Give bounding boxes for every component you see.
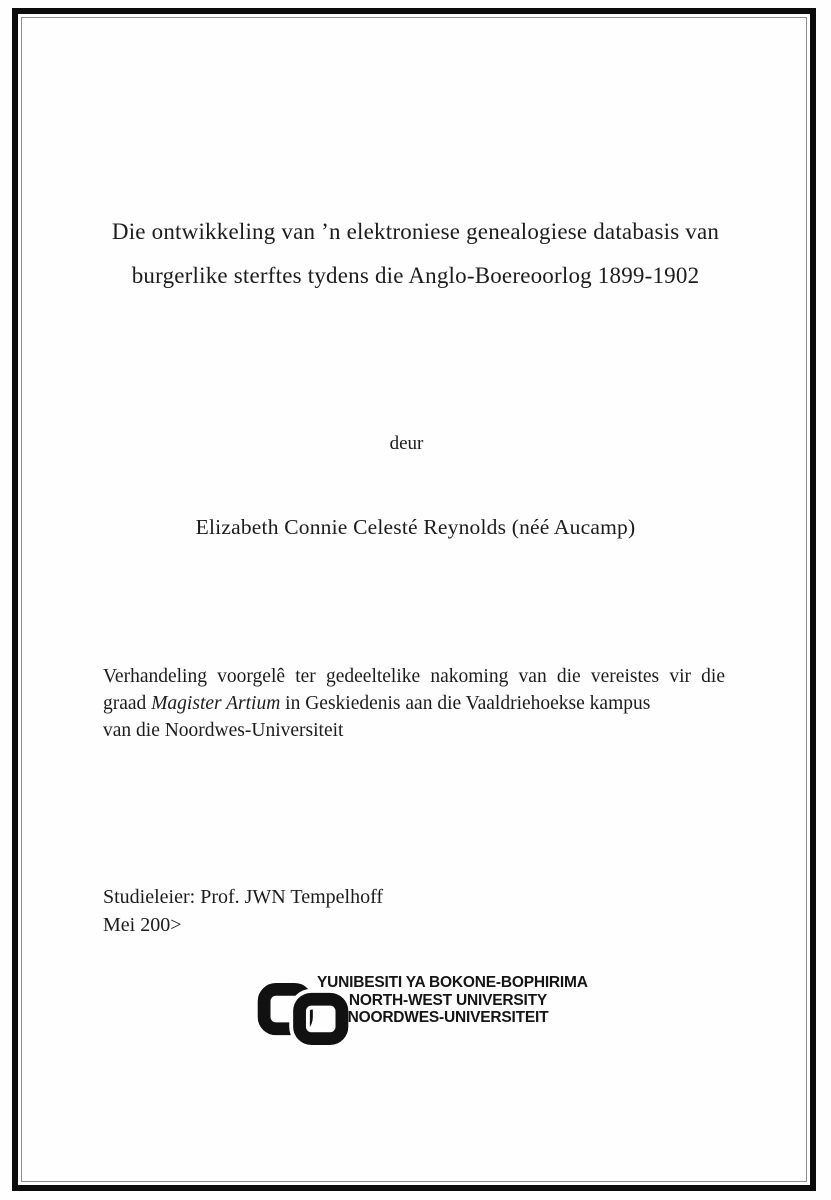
university-logo-text [317,974,588,1027]
degree-statement [103,663,725,744]
degree-statement-line-2-suffix: in Geskiedenis aan die Vaaldriehoekse kampus [280,693,651,714]
degree-statement-line-1: Verhandeling voorgelê ter gedeeltelike nakoming van die vereistes vir die [103,666,725,687]
degree-statement-line-3: van die Noordwes-Universiteit [103,720,344,741]
degree-statement-line-2-prefix: graad [103,693,152,714]
author-name: Elizabeth Connie Celesté Reynolds (néé Aucamp) [195,515,636,539]
degree-statement-line-2 [103,690,725,717]
supervisor-block [103,884,603,939]
university-name-afrikaans: NOORDWES-UNIVERSITEIT [347,1009,549,1026]
university-name-setswana: YUNIBESITI YA BOKONE-BOPHIRIMA [317,974,588,991]
university-name-english: NORTH-WEST UNIVERSITY [348,991,548,1009]
date-line: Mei 200> [103,913,182,936]
supervisor-line: Studieleier: Prof. JWN Tempelhoff [103,886,384,908]
university-logo [256,972,586,1047]
thesis-title-line-2: burgerlike sterftes tydens die Anglo-Boereoorlog 1899-1902 [131,263,700,288]
byline-deur: deur [389,433,424,454]
thesis-title [50,210,781,298]
degree-name: Magister Artium [151,693,281,714]
thesis-title-line-1: Die ontwikkeling van ’n elektroniese genealogiese databasis van [111,219,720,244]
